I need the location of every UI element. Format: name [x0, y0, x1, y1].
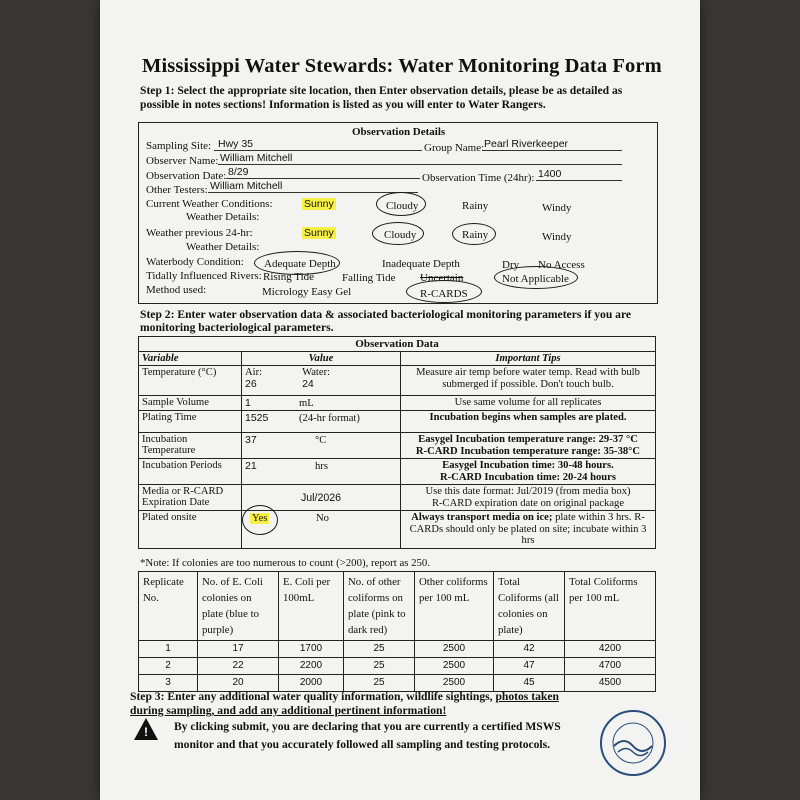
water-value[interactable]: 24	[302, 378, 314, 390]
header-other-per100: Other coliforms per 100 mL	[415, 572, 494, 641]
incubation-period-label: Incubation Periods	[139, 459, 242, 485]
step2-line2: monitoring bacteriological parameters.	[140, 321, 334, 334]
header-total-count: Total Coliforms (all colonies on plate)	[494, 572, 565, 641]
table-cell[interactable]: 1700	[279, 641, 344, 658]
table-cell[interactable]: 2500	[415, 675, 494, 692]
col-variable: Variable	[139, 352, 242, 366]
sampling-site-value[interactable]: Hwy 35	[218, 138, 254, 150]
header-total-per100: Total Coliforms per 100 mL	[565, 572, 656, 641]
method-easy-gel[interactable]: Micrology Easy Gel	[262, 286, 352, 298]
tidal-falling[interactable]: Falling Tide	[342, 272, 396, 284]
observation-details-heading: Observation Details	[352, 126, 446, 138]
table-cell[interactable]: 47	[494, 658, 565, 675]
plating-time-tip: Incubation begins when samples are plated.	[401, 411, 656, 433]
plating-time-label: Plating Time	[139, 411, 242, 433]
table-row	[139, 675, 656, 692]
selection-circle	[376, 192, 426, 216]
table-cell[interactable]: 42	[494, 641, 565, 658]
sample-volume-value[interactable]: 1	[245, 397, 251, 409]
tidal-not-applicable[interactable]: Not Applicable	[502, 273, 569, 285]
sample-volume-tip: Use same volume for all replicates	[401, 396, 656, 411]
method-label: Method used:	[146, 284, 207, 296]
current-weather-rainy[interactable]: Rainy	[462, 200, 489, 212]
prev-weather-rainy[interactable]: Rainy	[462, 229, 489, 241]
selection-circle	[406, 280, 482, 303]
prev-weather-cloudy[interactable]: Cloudy	[384, 229, 417, 241]
observer-name-label: Observer Name:	[146, 155, 219, 167]
replicate-table	[138, 571, 656, 692]
incubation-period-tip: Easygel Incubation time: 30-48 hours. R-CARD Incubation time: 20-24 hours	[401, 459, 656, 485]
table-cell[interactable]: 25	[344, 675, 415, 692]
table-cell[interactable]: 2500	[415, 658, 494, 675]
mississippi-water-stewards-logo	[600, 710, 666, 776]
temperature-values	[242, 366, 401, 396]
waterbody-label: Waterbody Condition:	[146, 256, 244, 268]
other-testers-label: Other Testers:	[146, 184, 208, 196]
incubation-temp-unit: °C	[315, 435, 327, 446]
other-testers-value[interactable]: William Mitchell	[210, 180, 283, 192]
header-ecoli-per100: E. Coli per 100mL	[279, 572, 344, 641]
table-cell[interactable]: 4200	[565, 641, 656, 658]
observer-name-value[interactable]: William Mitchell	[220, 152, 293, 164]
step1-line2: possible in notes sections! Information is listed as you will enter to Water Rangers.	[140, 98, 546, 111]
plated-onsite-label: Plated onsite	[139, 511, 242, 549]
logo-graphic	[602, 712, 664, 774]
prev-weather-windy[interactable]: Windy	[542, 231, 572, 243]
tidal-rising[interactable]: Rising Tide	[263, 271, 315, 283]
media-exp-value[interactable]: Jul/2026	[242, 485, 401, 511]
step2-line1: Step 2: Enter water observation data & associated bacteriological monitoring parameters if you are	[140, 308, 632, 321]
incubation-temp-cell	[242, 433, 401, 459]
plating-time-cell	[242, 411, 401, 433]
sample-volume-cell	[242, 396, 401, 411]
weather-details-label-2: Weather Details:	[186, 241, 260, 253]
group-name-value[interactable]: Pearl Riverkeeper	[484, 138, 569, 150]
selection-circle	[494, 266, 578, 289]
table-cell[interactable]: 22	[198, 658, 279, 675]
current-weather-cloudy[interactable]: Cloudy	[386, 200, 419, 212]
observation-data-heading: Observation Data	[139, 337, 656, 352]
table-cell: 1	[139, 641, 198, 658]
incubation-period-value[interactable]: 21	[245, 460, 257, 472]
current-weather-sunny[interactable]: Sunny	[304, 198, 334, 210]
plated-no[interactable]: No	[316, 513, 329, 524]
water-label: Water:	[302, 367, 331, 378]
sample-volume-label: Sample Volume	[139, 396, 242, 411]
table-cell[interactable]: 2500	[415, 641, 494, 658]
media-exp-tip: Use this date format: Jul/2019 (from media box) R-CARD expiration date on original package	[401, 485, 656, 511]
header-ecoli-count: No. of E. Coli colonies on plate (blue to purple)	[198, 572, 279, 641]
selection-circle	[452, 223, 496, 245]
table-cell[interactable]: 2000	[279, 675, 344, 692]
weather-details-label: Weather Details:	[186, 211, 260, 223]
tidal-label: Tidally Influenced Rivers:	[146, 270, 262, 282]
tidal-uncertain[interactable]: Uncertain	[420, 272, 464, 284]
page-title: Mississippi Water Stewards: Water Monitoring Data Form	[142, 55, 662, 77]
header-other-count: No. of other coliforms on plate (pink to dark red)	[344, 572, 415, 641]
col-tips: Important Tips	[401, 352, 656, 366]
table-row	[139, 658, 656, 675]
table-cell[interactable]: 4500	[565, 675, 656, 692]
observation-date-value[interactable]: 8/29	[228, 166, 249, 178]
plated-onsite-tip: Always transport media on ice; plate within 3 hrs. R-CARDs should only be plated on site; incubate within 3 hrs	[401, 511, 656, 549]
form-page	[100, 0, 700, 800]
warning-icon-mark: !	[144, 725, 148, 739]
plating-time-format: (24-hr format)	[299, 413, 360, 424]
waterbody-adequate[interactable]: Adequate Depth	[264, 258, 336, 270]
table-cell[interactable]: 25	[344, 641, 415, 658]
incubation-temp-value[interactable]: 37	[245, 434, 257, 446]
table-cell: 3	[139, 675, 198, 692]
prev-weather-sunny[interactable]: Sunny	[304, 227, 334, 239]
selection-circle	[242, 505, 278, 535]
waterbody-dry[interactable]: Dry	[502, 259, 520, 271]
table-cell[interactable]: 17	[198, 641, 279, 658]
current-weather-label: Current Weather Conditions:	[146, 198, 273, 210]
plated-onsite-cell	[242, 511, 401, 549]
selection-circle	[372, 222, 424, 245]
table-row	[139, 641, 656, 658]
step3-line2: during sampling, and add any additional pertinent information!	[130, 704, 447, 717]
header-replicate: Replicate No.	[139, 572, 198, 641]
incubation-temp-tip: Easygel Incubation temperature range: 29-37 °C R-CARD Incubation temperature range: 35-38°C	[401, 433, 656, 459]
waterbody-no-access[interactable]: No Access	[538, 259, 585, 271]
step3-line1: Step 3: Enter any additional water quality information, wildlife sightings, photos taken	[130, 690, 559, 703]
declaration-line2: monitor and that you accurately followed all sampling and testing protocols.	[174, 738, 551, 751]
incubation-period-cell	[242, 459, 401, 485]
incubation-period-unit: hrs	[315, 461, 328, 472]
observation-data-table	[138, 336, 656, 549]
group-name-label: Group Name:	[424, 142, 485, 154]
table-cell[interactable]: 20	[198, 675, 279, 692]
sampling-site-label: Sampling Site:	[146, 140, 212, 152]
observation-time-label: Observation Time (24hr):	[422, 172, 535, 184]
observation-date-label: Observation Date:	[146, 170, 227, 182]
plated-yes[interactable]: Yes	[252, 513, 268, 524]
sample-volume-unit: mL	[299, 398, 314, 409]
table-cell[interactable]: 4700	[565, 658, 656, 675]
air-label: Air:	[245, 367, 263, 378]
plating-time-value[interactable]: 1525	[245, 412, 269, 424]
declaration-line1: By clicking submit, you are declaring that you are currently a certified MSWS	[174, 720, 561, 733]
table-cell[interactable]: 45	[494, 675, 565, 692]
table-cell[interactable]: 2200	[279, 658, 344, 675]
incubation-temp-label: Incubation Temperature	[139, 433, 242, 459]
table-cell: 2	[139, 658, 198, 675]
waterbody-inadequate[interactable]: Inadequate Depth	[382, 258, 460, 270]
col-value: Value	[242, 352, 401, 366]
temperature-label: Temperature (°C)	[139, 366, 242, 396]
temperature-tip: Measure air temp before water temp. Read with bulb submerged if possible. Don't touch bulb.	[401, 366, 656, 396]
media-exp-label: Media or R-CARD Expiration Date	[139, 485, 242, 511]
step1-line1: Step 1: Select the appropriate site location, then Enter observation details, please be as detailed as	[140, 84, 623, 97]
table-cell[interactable]: 25	[344, 658, 415, 675]
colony-note: *Note: If colonies are too numerous to count (>200), report as 250.	[140, 557, 431, 569]
observation-time-value[interactable]: 1400	[538, 168, 562, 180]
method-r-cards[interactable]: R-CARDS	[420, 288, 468, 300]
current-weather-windy[interactable]: Windy	[542, 202, 572, 214]
air-value[interactable]: 26	[245, 378, 257, 390]
weather-prev-label: Weather previous 24-hr:	[146, 227, 253, 239]
